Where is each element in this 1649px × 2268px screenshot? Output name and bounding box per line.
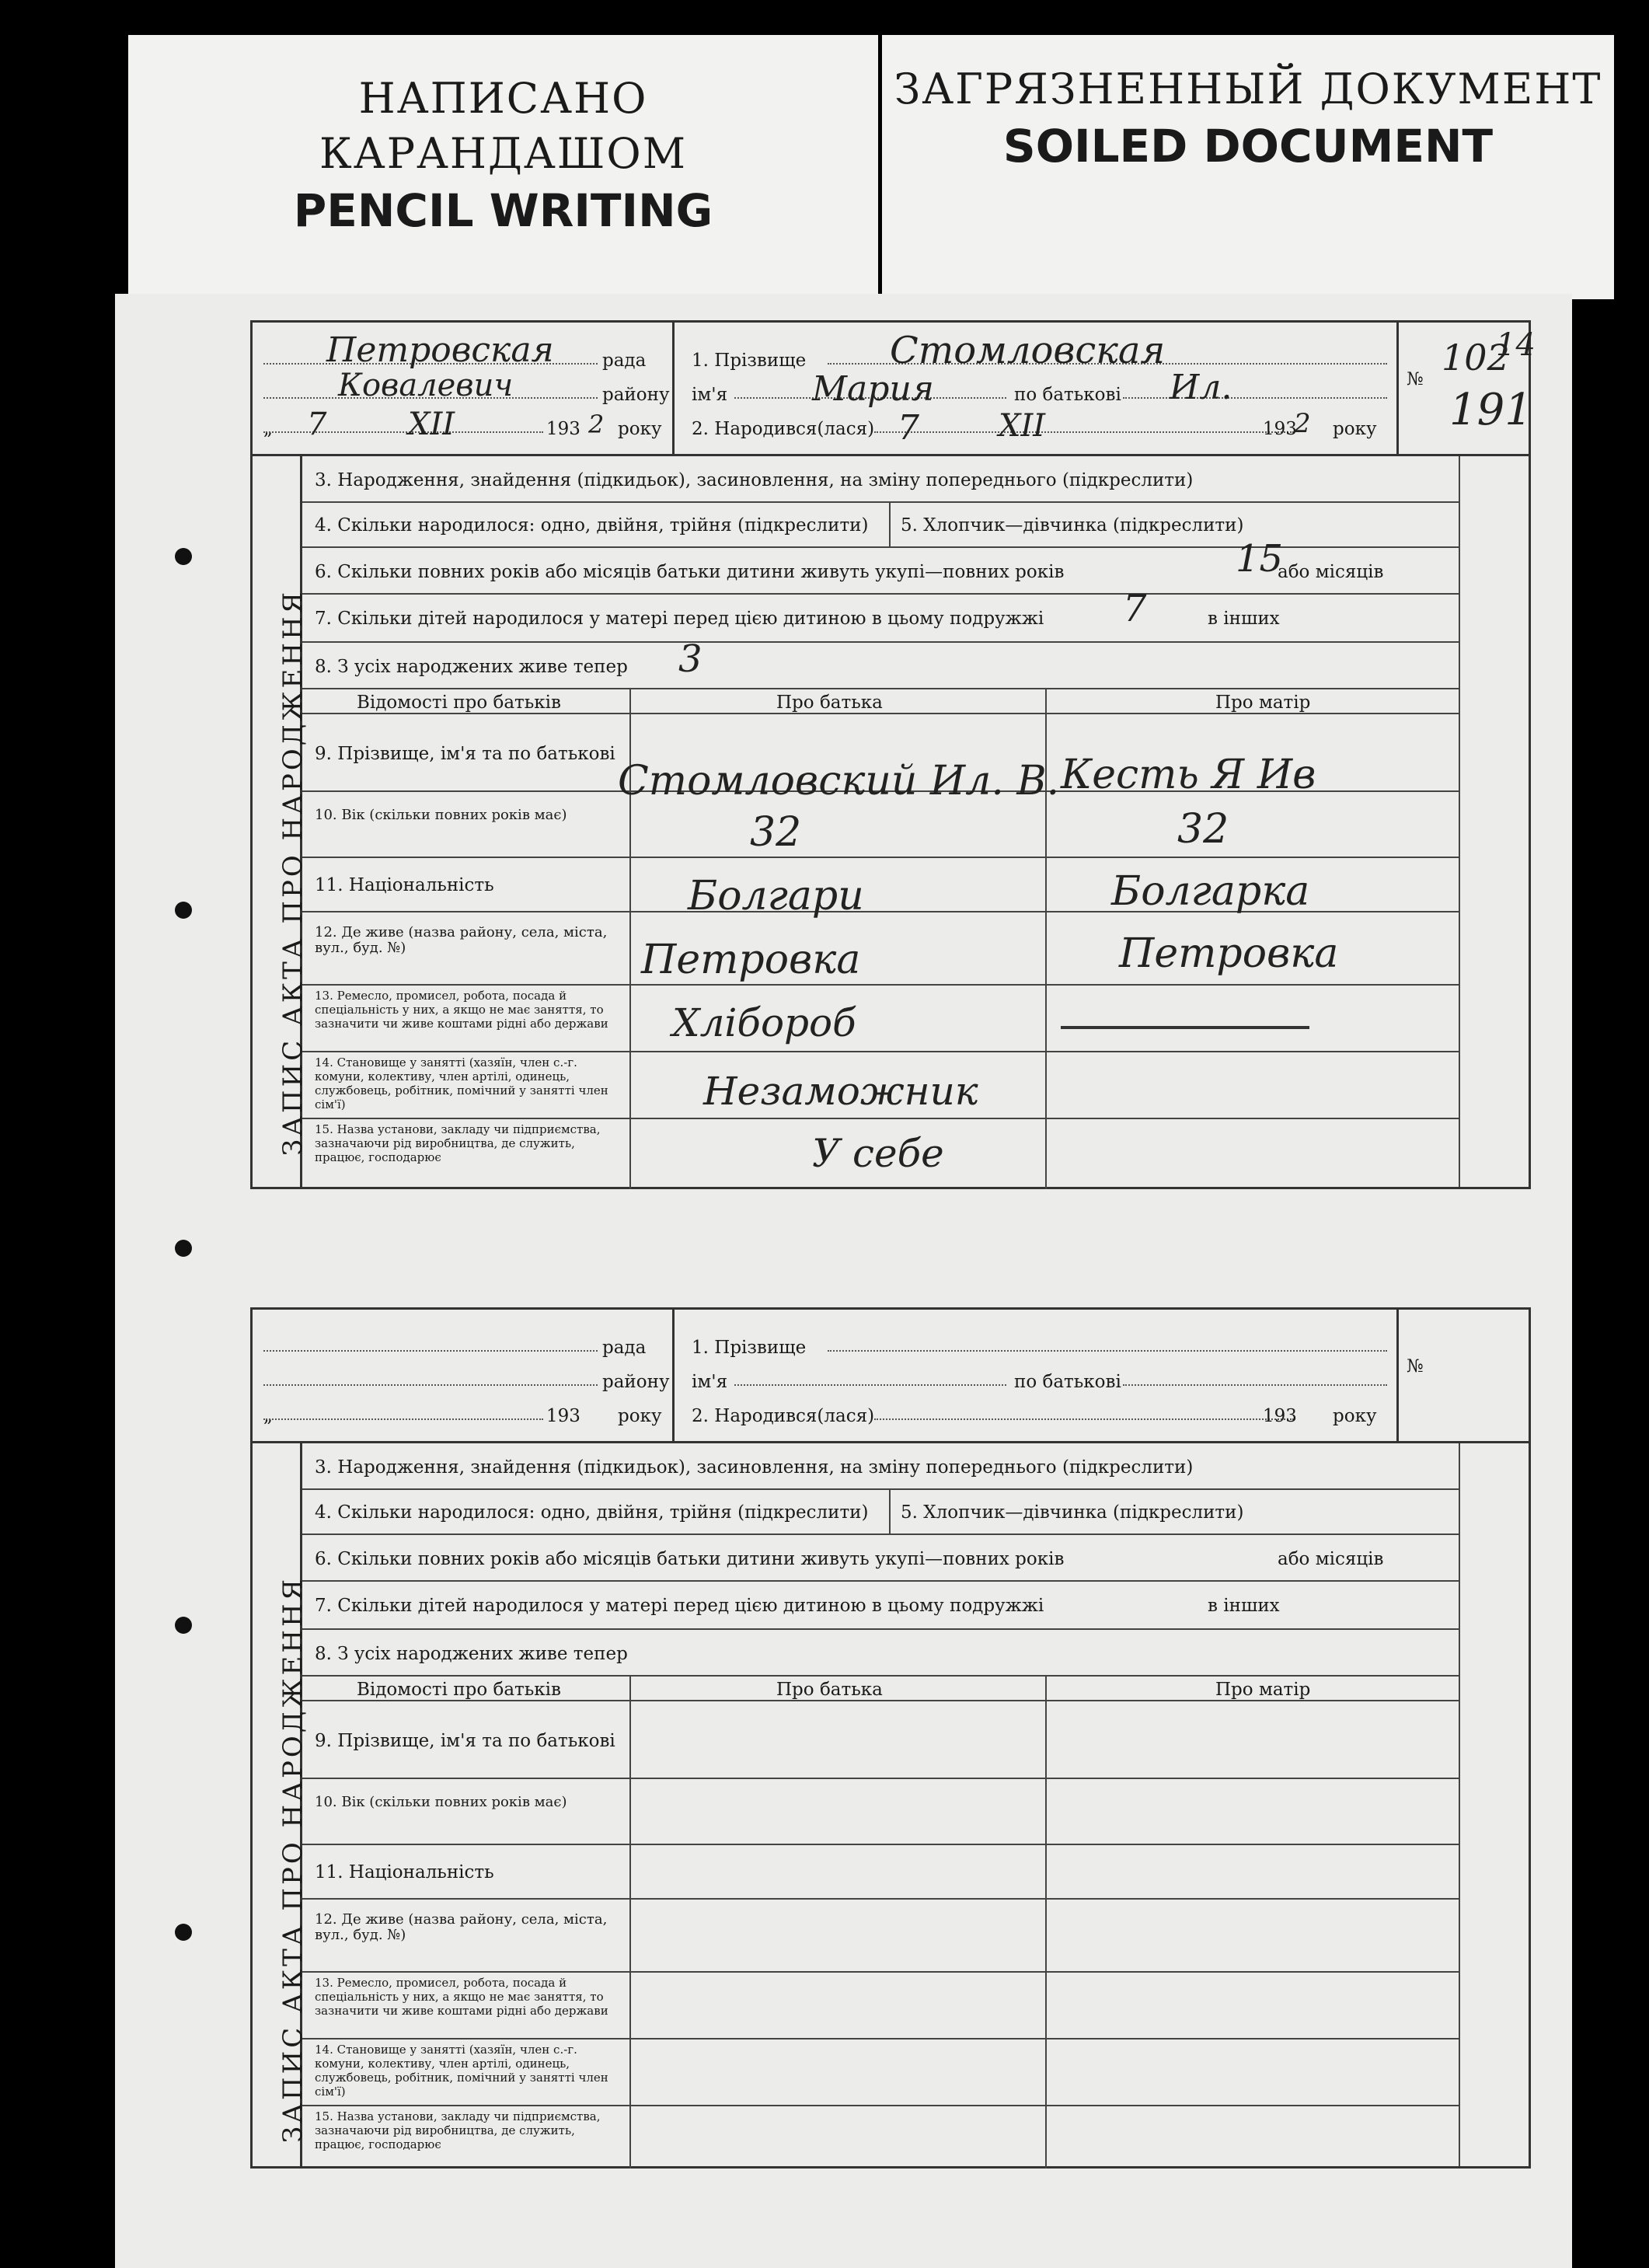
parents-header-row — [302, 1677, 1459, 1701]
hw-father-employer: У себе — [812, 1131, 944, 1176]
row-14-label: 14. Становище у занятті (хазяїн, член с.-г. комуни, колективу, член артілі, одинець, службовець, робітник, помічний у занятті член сім'ї) — [315, 1055, 608, 1111]
row-8 — [302, 643, 1459, 689]
patronymic-label: по батькові — [1014, 385, 1121, 405]
row-14 — [302, 2039, 1459, 2106]
roku-label: року — [618, 419, 662, 439]
row-7-label: 7. Скільки дітей народилося у матері перед цією дитиною в цьому подружжі — [315, 609, 1044, 629]
rada-label: рада — [602, 1338, 647, 1358]
side-title-column — [253, 1443, 309, 2166]
row-3-label: 3. Народження, знайдення (підкидьок), засиновлення, на зміну попереднього (підкреслити) — [315, 1457, 1194, 1478]
roku-label: року — [618, 1406, 662, 1426]
side-title: ЗАПИС АКТА ПРО НАРОДЖЕННЯ — [277, 588, 309, 1156]
parents-header-row — [302, 689, 1459, 714]
date-quote: „ — [263, 1406, 273, 1426]
raion-label: району — [602, 1372, 670, 1392]
hw-number-bottom: 191 — [1449, 385, 1532, 435]
hw-day: 7 — [307, 406, 327, 442]
born-year-prefix: 193 — [1263, 1406, 1297, 1426]
name-label: ім'я — [692, 385, 728, 405]
hw-number: 102 — [1442, 337, 1510, 379]
punch-hole — [175, 1240, 192, 1257]
punch-hole — [175, 548, 192, 565]
pencil-writing-label — [128, 35, 878, 299]
row-6 — [302, 1535, 1459, 1582]
hw-mother-name: Кесть Я Ив — [1061, 752, 1316, 798]
row-9-label: 9. Прізвище, ім'я та по батькові — [315, 744, 615, 764]
father-header: Про батька — [776, 1680, 883, 1700]
punch-hole — [175, 1924, 192, 1941]
row-6-months-label: або місяців — [1278, 562, 1384, 582]
row-11-label: 11. Національність — [315, 1862, 494, 1882]
born-year-prefix: 193 — [1263, 419, 1297, 439]
mother-header: Про матір — [1215, 1680, 1311, 1700]
row-11 — [302, 1845, 1459, 1900]
row-7 — [302, 1582, 1459, 1630]
hw-children-before: 7 — [1123, 587, 1147, 630]
side-title-column — [253, 456, 309, 1187]
row-12-label: 12. Де живе (назва району, села, міста, вул., буд. №) — [315, 924, 608, 956]
row-15 — [302, 2106, 1459, 2169]
row-4-5 — [302, 1490, 1459, 1535]
hw-patronymic: Ил. — [1170, 368, 1232, 407]
row-10-label: 10. Вік (скільки повних років має) — [315, 1794, 567, 1810]
roku-label: року — [1333, 1406, 1377, 1426]
hw-mother-age: 32 — [1177, 806, 1229, 853]
surname-label: 1. Прізвище — [692, 351, 807, 371]
birth-record-form-2 — [250, 1307, 1531, 2169]
row-7-label: 7. Скільки дітей народилося у матері перед цією дитиною в цьому подружжі — [315, 1596, 1044, 1616]
row-12 — [302, 1900, 1459, 1973]
row-6-label: 6. Скільки повних років або місяців батьки дитини живуть укупі—повних років — [315, 562, 1065, 582]
father-header: Про батька — [776, 693, 883, 713]
birth-record-form-1 — [250, 320, 1536, 1189]
soiled-label-line1: ЗАГРЯЗНЕННЫЙ ДОКУМЕНТ — [894, 65, 1602, 113]
hw-mother-nat: Болгарка — [1111, 868, 1310, 915]
hw-years-together: 15 — [1236, 537, 1284, 581]
row-5-label: 5. Хлопчик—дівчинка (підкреслити) — [901, 1502, 1244, 1523]
row-5-label: 5. Хлопчик—дівчинка (підкреслити) — [901, 515, 1244, 536]
row-10 — [302, 1779, 1459, 1845]
row-7-others-label: в інших — [1208, 609, 1280, 629]
roku-label: року — [1333, 419, 1377, 439]
hw-father-name: Стомловский Ил. В. — [618, 758, 1060, 804]
hw-born-year: 2 — [1294, 408, 1311, 439]
row-13-label: 13. Ремесло, промисел, робота, посада й спеціальність у них, а якщо не має заняття, то зазначити чи живе коштами рідні або держави — [315, 989, 608, 1031]
pencil-label-line3: PENCIL WRITING — [293, 184, 713, 237]
hw-alive: 3 — [678, 637, 702, 681]
patronymic-label: по батькові — [1014, 1372, 1121, 1392]
row-9-label: 9. Прізвище, ім'я та по батькові — [315, 1731, 615, 1751]
right-column — [1459, 456, 1529, 1187]
row-14-label: 14. Становище у занятті (хазяїн, член с.-г. комуни, колективу, член артілі, одинець, службовець, робітник, помічний у занятті член сім'ї) — [315, 2043, 608, 2099]
right-column — [1459, 1443, 1529, 2166]
hw-number-alt: 14 — [1496, 327, 1536, 363]
year-prefix: 193 — [546, 419, 580, 439]
hw-rada: Петровская — [326, 330, 554, 370]
row-6-months-label: або місяців — [1278, 1549, 1384, 1569]
row-9 — [302, 1701, 1459, 1779]
row-6 — [302, 548, 1459, 595]
record-number-box — [1396, 1310, 1529, 1443]
row-3-label: 3. Народження, знайдення (підкидьок), засиновлення, на зміну попереднього (підкреслити) — [315, 470, 1194, 490]
number-sign: № — [1407, 369, 1424, 389]
soiled-label-line2: SOILED DOCUMENT — [1002, 120, 1494, 173]
hw-name: Мария — [812, 369, 934, 409]
hw-father-age: 32 — [750, 809, 802, 856]
mother-header: Про матір — [1215, 693, 1311, 713]
row-8-label: 8. З усіх народжених живе тепер — [315, 1644, 628, 1664]
name-label: ім'я — [692, 1372, 728, 1392]
born-label: 2. Народився(лася) — [692, 419, 875, 439]
hw-raion: Ковалевич — [338, 368, 514, 403]
parents-header: Відомості про батьків — [357, 693, 561, 713]
number-sign: № — [1407, 1356, 1424, 1377]
hw-father-status: Незаможник — [703, 1069, 978, 1114]
row-13 — [302, 1973, 1459, 2039]
row-11-label: 11. Національність — [315, 875, 494, 895]
pencil-label-line1: НАПИСАНО — [358, 74, 648, 123]
form-header — [253, 1310, 1529, 1443]
hw-born-day: 7 — [898, 408, 919, 448]
row-13-label: 13. Ремесло, промисел, робота, посада й спеціальність у них, а якщо не має заняття, то зазначити чи живе коштами рідні або держави — [315, 1976, 608, 2018]
punch-hole — [175, 902, 192, 919]
year-prefix: 193 — [546, 1406, 580, 1426]
hw-mother-place: Петровка — [1119, 930, 1339, 977]
row-8 — [302, 1630, 1459, 1677]
hw-month: XII — [408, 406, 455, 442]
date-quote: „ — [263, 419, 273, 439]
hw-father-nat: Болгари — [688, 873, 864, 919]
row-4-5 — [302, 503, 1459, 548]
row-8-label: 8. З усіх народжених живе тепер — [315, 657, 628, 677]
row-4-label: 4. Скільки народилося: одно, двійня, трійня (підкреслити) — [315, 515, 869, 536]
row-10-label: 10. Вік (скільки повних років має) — [315, 807, 567, 823]
surname-label: 1. Прізвище — [692, 1338, 807, 1358]
rada-label: рада — [602, 351, 647, 371]
punch-hole — [175, 1617, 192, 1634]
pencil-label-line2: КАРАНДАШОМ — [319, 129, 687, 178]
row-4-label: 4. Скільки народилося: одно, двійня, трійня (підкреслити) — [315, 1502, 869, 1523]
soiled-document-label — [882, 35, 1614, 299]
parents-header: Відомості про батьків — [357, 1680, 561, 1700]
row-3 — [302, 456, 1459, 503]
hw-dash-line — [1061, 1026, 1309, 1029]
hw-born-month: XII — [999, 408, 1046, 444]
row-13 — [302, 986, 1459, 1052]
hw-surname: Стомловская — [890, 329, 1166, 372]
row-12-label: 12. Де живе (назва району, села, міста, вул., буд. №) — [315, 1911, 608, 1943]
born-label: 2. Народився(лася) — [692, 1406, 875, 1426]
row-3 — [302, 1443, 1459, 1490]
row-7-others-label: в інших — [1208, 1596, 1280, 1616]
raion-label: району — [602, 385, 670, 405]
row-7 — [302, 595, 1459, 643]
hw-year: 2 — [588, 410, 605, 439]
row-15-label: 15. Назва установи, закладу чи підприємства, зазначаючи рід виробництва, де служить, працює, господарює — [315, 2109, 601, 2151]
row-15-label: 15. Назва установи, закладу чи підприємства, зазначаючи рід виробництва, де служить, працює, господарює — [315, 1122, 601, 1164]
hw-father-occupation: Хлібороб — [672, 1000, 856, 1045]
side-title: ЗАПИС АКТА ПРО НАРОДЖЕННЯ — [277, 1575, 309, 2143]
row-6-label: 6. Скільки повних років або місяців батьки дитини живуть укупі—повних років — [315, 1549, 1065, 1569]
hw-father-place: Петровка — [641, 937, 861, 983]
